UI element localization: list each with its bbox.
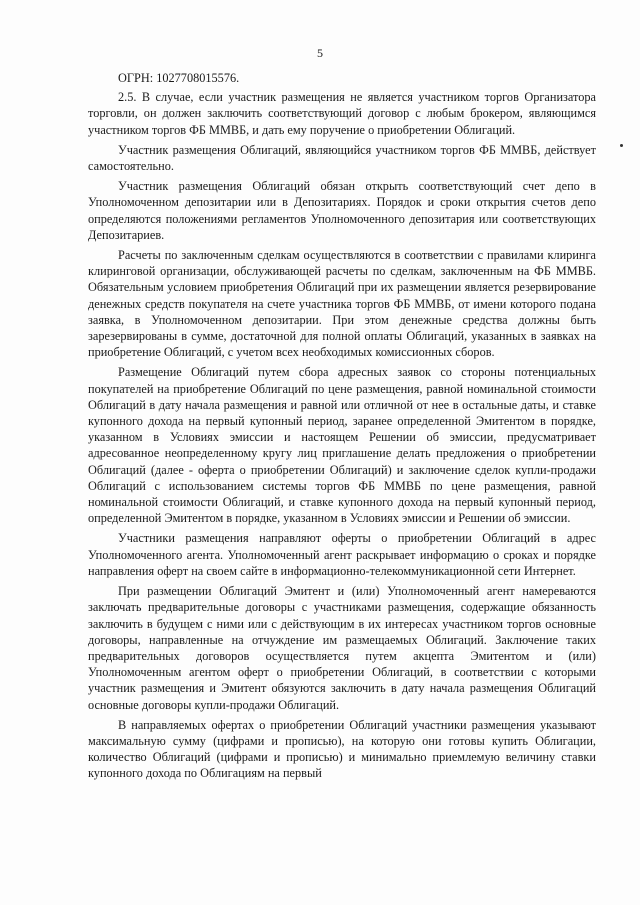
paragraph-settlements: Расчеты по заключенным сделкам осуществляются в соответствии с правилами клиринга клиринговой организации, обслуживающей расчеты по сделкам, заключенным на ФБ ММВБ. Обязательным условием приобретения Облигаций при их размещении является резервирование денежных средств покупателя на счете участника торгов ФБ ММВБ, от имени которого подана заявка, в Уполномоченном депозитарии. При этом денежные средства должны быть зарезервированы в сумме, достаточной для полной оплаты Облигаций, указанных в заявках на приобретение Облигаций, с учетом всех необходимых комиссионных сборов. (88, 248, 596, 360)
paragraph-offer-contents: В направляемых офертах о приобретении Облигаций участники размещения указывают максимальную сумму (цифрами и прописью), на которую они готовы купить Облигации, количество Облигаций (цифрами и прописью) и минимально приемлемую величину ставки купонного дохода по Облигациям на первый (88, 717, 596, 781)
margin-dot (620, 144, 623, 147)
page-number: 5 (317, 46, 323, 60)
paragraph-preliminary-contracts: При размещении Облигаций Эмитент и (или) Уполномоченный агент намереваются заключать предварительные договоры с участниками размещения, содержащие обязанность заключить в будущем с ними или с действующим в их интересах участником торгов основные договоры, направленные на отчуждение им размещаемых Облигаций. Заключение таких предварительных договоров осуществляется путем акцепта Эмитентом и (или) Уполномоченным агентом оферт о приобретении Облигаций, в соответствии с которыми участник размещения и Эмитент обязуются заключить в дату начала размещения Облигаций основные договоры купли-продажи Облигаций. (88, 584, 596, 712)
paragraph-placement: Размещение Облигаций путем сбора адресных заявок со стороны потенциальных покупателей на приобретение Облигаций по цене размещения, равной номинальной стоимости Облигаций в дату начала размещения и равной или отличной от нее в остальные даты, и ставке купонного дохода на первый купонный период, заранее определенной Эмитентом в порядке, указанном в Условиях эмиссии и настоящем Решении об эмиссии, предусматривает адресованное неопределенному кругу лиц приглашение делать предложения о приобретении Облигаций (далее - оферта о приобретении Облигаций) и заключение сделок купли-продажи Облигаций с использованием системы торгов ФБ ММВБ по цене размещения, равной номинальной стоимости Облигаций, и ставке купонного дохода на первый купонный период, определенной Эмитентом в порядке, указанном в Условиях эмиссии и Решении об эмиссии. (88, 365, 596, 526)
paragraph-depo-account: Участник размещения Облигаций обязан открыть соответствующий счет депо в Уполномоченном депозитарии или в Депозитариях. Порядок и сроки открытия счетов депо определяются положениями регламентов Уполномоченного депозитария или соответствующих Депозитариев. (88, 179, 596, 242)
paragraph-2-5: 2.5. В случае, если участник размещения не является участником торгов Организатора торговли, он должен заключить соответствующий договор с любым брокером, являющимся участником торгов ФБ ММВБ, и дать ему поручение о приобретении Облигаций. (88, 90, 596, 137)
paragraph-offers: Участники размещения направляют оферты о приобретении Облигаций в адрес Уполномоченного агента. Уполномоченный агент раскрывает информацию о сроках и порядке направления оферт на своем сайте в информационно-телекоммуникационной сети Интернет. (88, 531, 596, 578)
body-text (88, 70, 596, 786)
paragraph-ogrn: ОГРН: 1027708015576. (118, 71, 240, 85)
paragraph-self-acting: Участник размещения Облигаций, являющийся участником торгов ФБ ММВБ, действует самостоятельно. (88, 142, 596, 174)
